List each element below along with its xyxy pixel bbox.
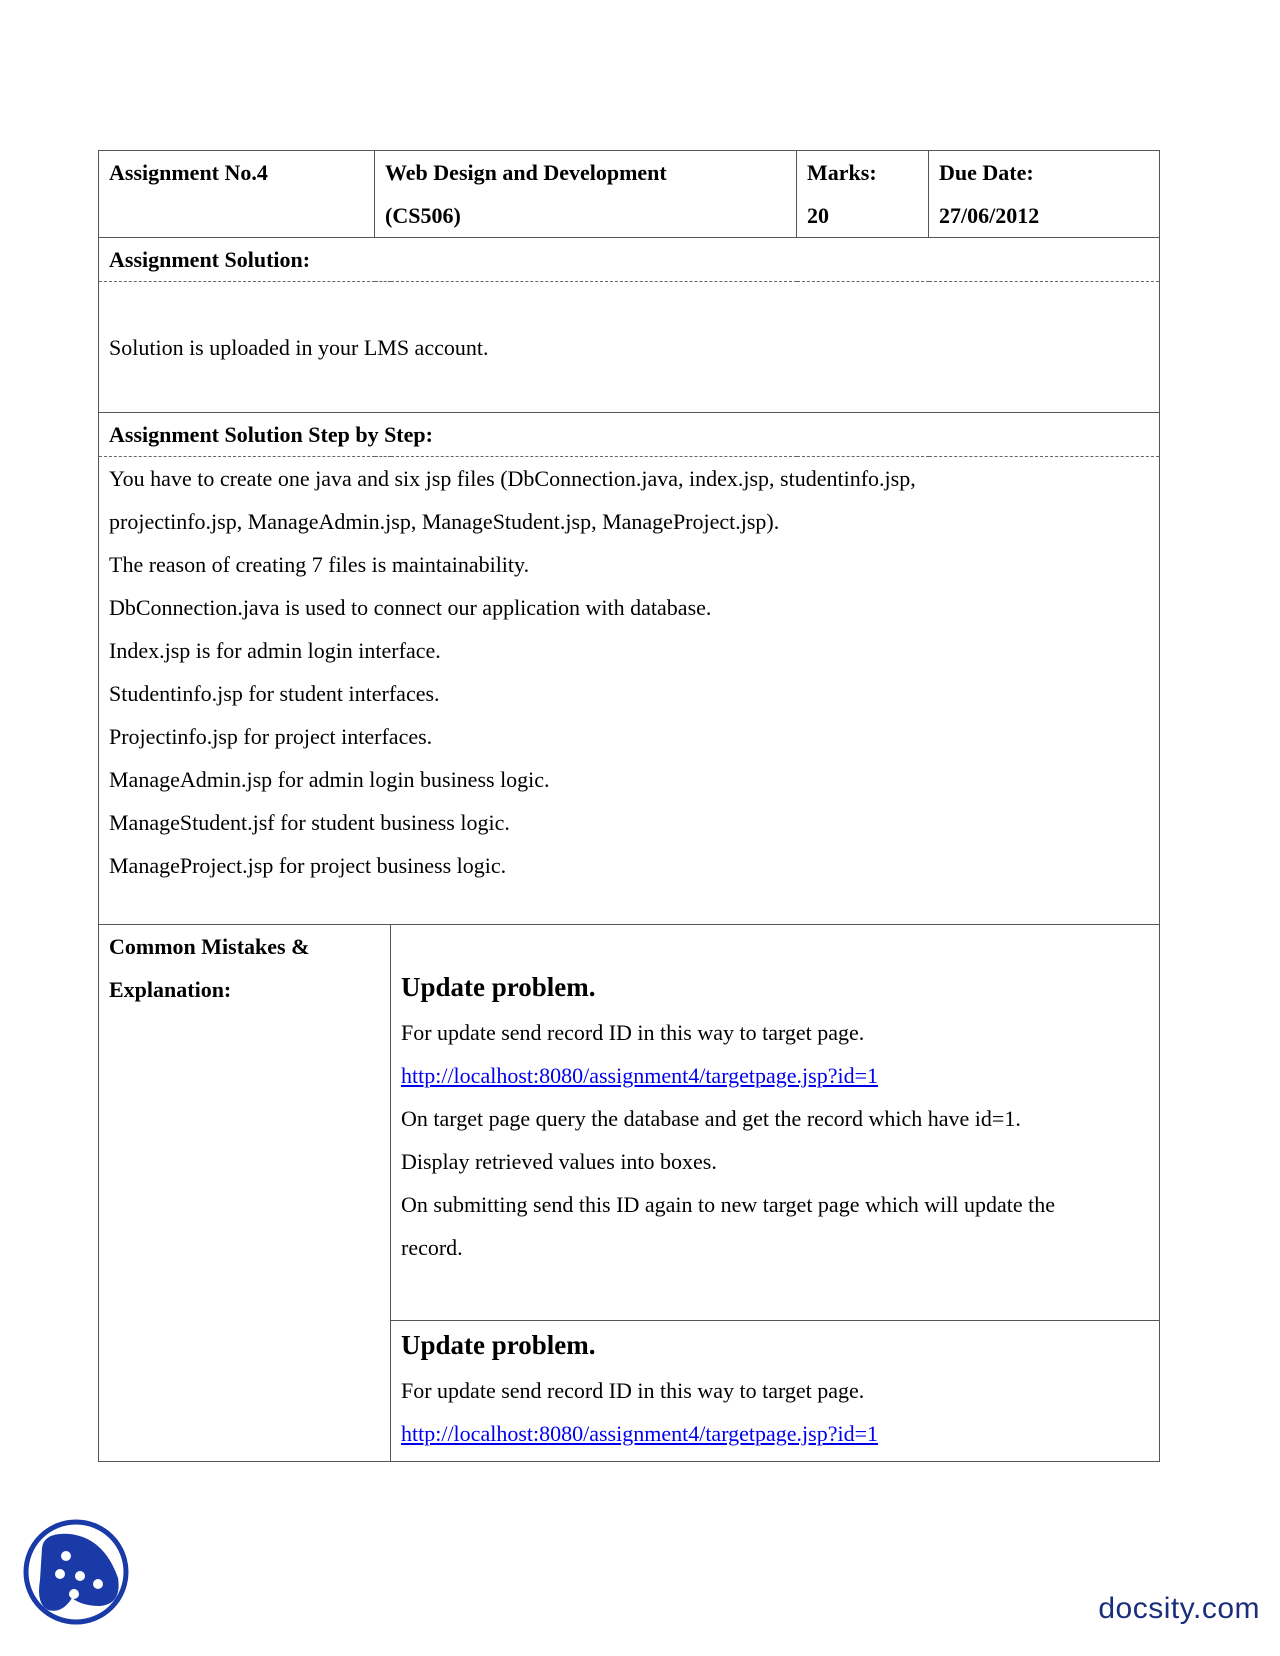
target-page-link[interactable]: http://localhost:8080/assignment4/targetpage.jsp?id=1 [401, 1421, 878, 1446]
marks-value: 20 [807, 203, 829, 228]
due-date-label: Due Date: [939, 160, 1034, 185]
solution-heading: Assignment Solution: [109, 247, 311, 272]
step-line: You have to create one java and six jsp files (DbConnection.java, index.jsp, studentinfo.jsp, [109, 466, 916, 491]
step-line: DbConnection.java is used to connect our application with database. [109, 595, 712, 620]
steps-body-cell [99, 457, 1160, 925]
step-line: projectinfo.jsp, ManageAdmin.jsp, ManageStudent.jsp, ManageProject.jsp). [109, 509, 780, 534]
solution-body-row [99, 282, 1160, 413]
step-line: Projectinfo.jsp for project interfaces. [109, 724, 433, 749]
marks-label: Marks: [807, 160, 877, 185]
mistake-line: Display retrieved values into boxes. [401, 1149, 717, 1174]
explanation-label: Explanation: [109, 977, 232, 1002]
step-line: Index.jsp is for admin login interface. [109, 638, 441, 663]
marks-cell [797, 151, 929, 238]
assignment-number-cell [99, 151, 375, 238]
step-line: ManageStudent.jsf for student business logic. [109, 810, 510, 835]
mistakes-label: Common Mistakes & [109, 934, 310, 959]
solution-heading-row [99, 238, 1160, 282]
steps-heading-row [99, 413, 1160, 457]
due-date-value: 27/06/2012 [939, 203, 1040, 228]
mistake-intro: For update send record ID in this way to target page. [401, 1020, 865, 1045]
solution-text: Solution is uploaded in your LMS account. [109, 334, 489, 360]
due-date-cell [929, 151, 1160, 238]
steps-body-row [99, 457, 1160, 925]
mistake-block-1 [391, 925, 1160, 1321]
assignment-number: Assignment No.4 [109, 160, 268, 185]
course-title: Web Design and Development [385, 160, 667, 185]
mistakes-row-1 [99, 925, 1160, 1321]
assignment-table [98, 150, 1160, 1462]
docsity-logo-icon [22, 1518, 130, 1626]
solution-heading-cell [99, 238, 1160, 282]
target-page-link[interactable]: http://localhost:8080/assignment4/targetpage.jsp?id=1 [401, 1063, 878, 1088]
solution-body-cell [99, 282, 1160, 413]
step-line: The reason of creating 7 files is maintainability. [109, 552, 530, 577]
course-code: (CS506) [385, 203, 461, 228]
mistake-line: On submitting send this ID again to new target page which will update the [401, 1192, 1055, 1217]
step-line: ManageAdmin.jsp for admin login business logic. [109, 767, 550, 792]
mistake-title: Update problem. [401, 1330, 596, 1360]
mistake-line: record. [401, 1235, 463, 1260]
steps-heading-cell [99, 413, 1160, 457]
mistake-line: On target page query the database and get the record which have id=1. [401, 1106, 1021, 1131]
docsity-brand[interactable]: docsity.com [1098, 1592, 1260, 1625]
mistakes-label-cell [99, 925, 391, 1462]
mistake-title: Update problem. [401, 972, 596, 1002]
mistake-block-2 [391, 1321, 1160, 1462]
header-row [99, 151, 1160, 238]
step-line: Studentinfo.jsp for student interfaces. [109, 681, 440, 706]
course-cell [375, 151, 797, 238]
mistake-intro: For update send record ID in this way to target page. [401, 1378, 865, 1403]
steps-heading: Assignment Solution Step by Step: [109, 422, 433, 447]
step-line: ManageProject.jsp for project business logic. [109, 853, 507, 878]
